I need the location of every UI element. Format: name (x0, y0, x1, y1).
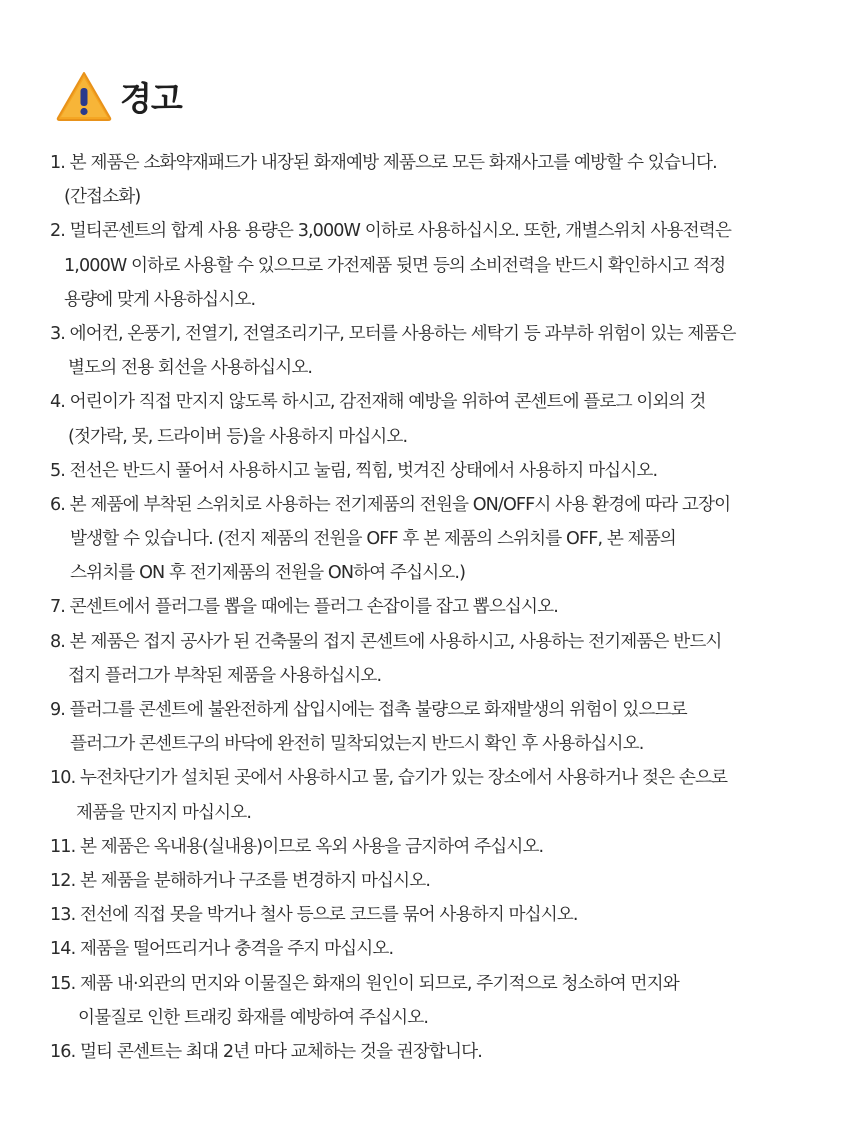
list-item (50, 146, 830, 214)
list-item (50, 693, 830, 761)
item-line: 3. 에어컨, 온풍기, 전열기, 전열조리기구, 모터를 사용하는 세탁기 등 과부하 위험이 있는 제품은 (50, 323, 736, 344)
item-line: 발생할 수 있습니다. (전지 제품의 전원을 OFF 후 본 제품의 스위치를 OFF, 본 제품의 (70, 529, 676, 550)
item-line: 4. 어린이가 직접 만지지 않도록 하시고, 감전재해 예방을 위하여 콘센트에 플로그 이외의 것 (50, 392, 706, 413)
list-item (50, 1035, 830, 1069)
item-line: 11. 본 제품은 옥내용(실내용)이므로 옥외 사용을 금지하여 주십시오. (50, 836, 544, 857)
list-item (50, 761, 830, 829)
item-line: 13. 전선에 직접 못을 박거나 철사 등으로 코드를 묶어 사용하지 마십시오. (50, 905, 578, 926)
item-line: 2. 멀티콘센트의 합계 사용 용량은 3,000W 이하로 사용하십시오. 또한, 개별스위치 사용전력은 (50, 221, 731, 242)
list-item (50, 454, 830, 488)
list-item (50, 898, 830, 932)
warning-header (56, 68, 182, 124)
list-item (50, 385, 830, 453)
item-line: 제품을 만지지 마십시오. (76, 802, 252, 823)
page-title: 경고 (120, 78, 182, 118)
item-line: (젓가락, 못, 드라이버 등)을 사용하지 마십시오. (68, 426, 408, 447)
item-line: (간접소화) (64, 187, 141, 208)
item-line: 용량에 맞게 사용하십시오. (64, 289, 256, 310)
warning-triangle-icon (56, 70, 112, 122)
item-line: 7. 콘센트에서 플러그를 뽑을 때에는 플러그 손잡이를 잡고 뽑으십시오. (50, 597, 558, 618)
list-item (50, 830, 830, 864)
item-line: 5. 전선은 반드시 풀어서 사용하시고 눌림, 찍힘, 벗겨진 상태에서 사용하지 마십시오. (50, 460, 658, 481)
list-item (50, 967, 830, 1035)
item-line: 플러그가 콘센트구의 바닥에 완전히 밀착되었는지 반드시 확인 후 사용하십시오. (70, 734, 644, 755)
list-item (50, 317, 830, 385)
list-item (50, 932, 830, 966)
item-line: 8. 본 제품은 접지 공사가 된 건축물의 접지 콘센트에 사용하시고, 사용하는 전기제품은 반드시 (50, 631, 722, 652)
item-line: 접지 플러그가 부착된 제품을 사용하십시오. (68, 665, 382, 686)
list-item (50, 590, 830, 624)
list-item (50, 864, 830, 898)
item-line: 별도의 전용 회선을 사용하십시오. (68, 358, 313, 379)
list-item (50, 488, 830, 591)
item-line: 10. 누전차단기가 설치된 곳에서 사용하시고 물, 습기가 있는 장소에서 사용하거나 젖은 손으로 (50, 768, 728, 789)
item-line: 1,000W 이하로 사용할 수 있으므로 가전제품 뒷면 등의 소비전력을 반드시 확인하시고 적정 (64, 255, 726, 276)
list-item (50, 214, 830, 317)
list-item (50, 625, 830, 693)
item-line: 9. 플러그를 콘센트에 불완전하게 삽입시에는 접촉 불량으로 화재발생의 위험이 있으므로 (50, 700, 687, 720)
item-line: 1. 본 제품은 소화약재패드가 내장된 화재예방 제품으로 모든 화재사고를 예방할 수 있습니다. (50, 153, 717, 173)
warning-list (50, 146, 830, 1069)
item-line: 12. 본 제품을 분해하거나 구조를 변경하지 마십시오. (50, 870, 431, 891)
item-line: 스위치를 ON 후 전기제품의 전원을 ON하여 주십시오.) (70, 563, 466, 584)
item-line: 16. 멀티 콘센트는 최대 2년 마다 교체하는 것을 권장합니다. (50, 1041, 482, 1062)
item-line: 15. 제품 내·외관의 먼지와 이물질은 화재의 원인이 되므로, 주기적으로 청소하여 먼지와 (50, 973, 679, 994)
item-line: 6. 본 제품에 부착된 스위치로 사용하는 전기제품의 전원을 ON/OFF시 사용 환경에 따라 고장이 (50, 494, 731, 515)
item-line: 이물질로 인한 트래킹 화재를 예방하여 주십시오. (78, 1007, 429, 1028)
item-line: 14. 제품을 떨어뜨리거나 충격을 주지 마십시오. (50, 939, 394, 960)
